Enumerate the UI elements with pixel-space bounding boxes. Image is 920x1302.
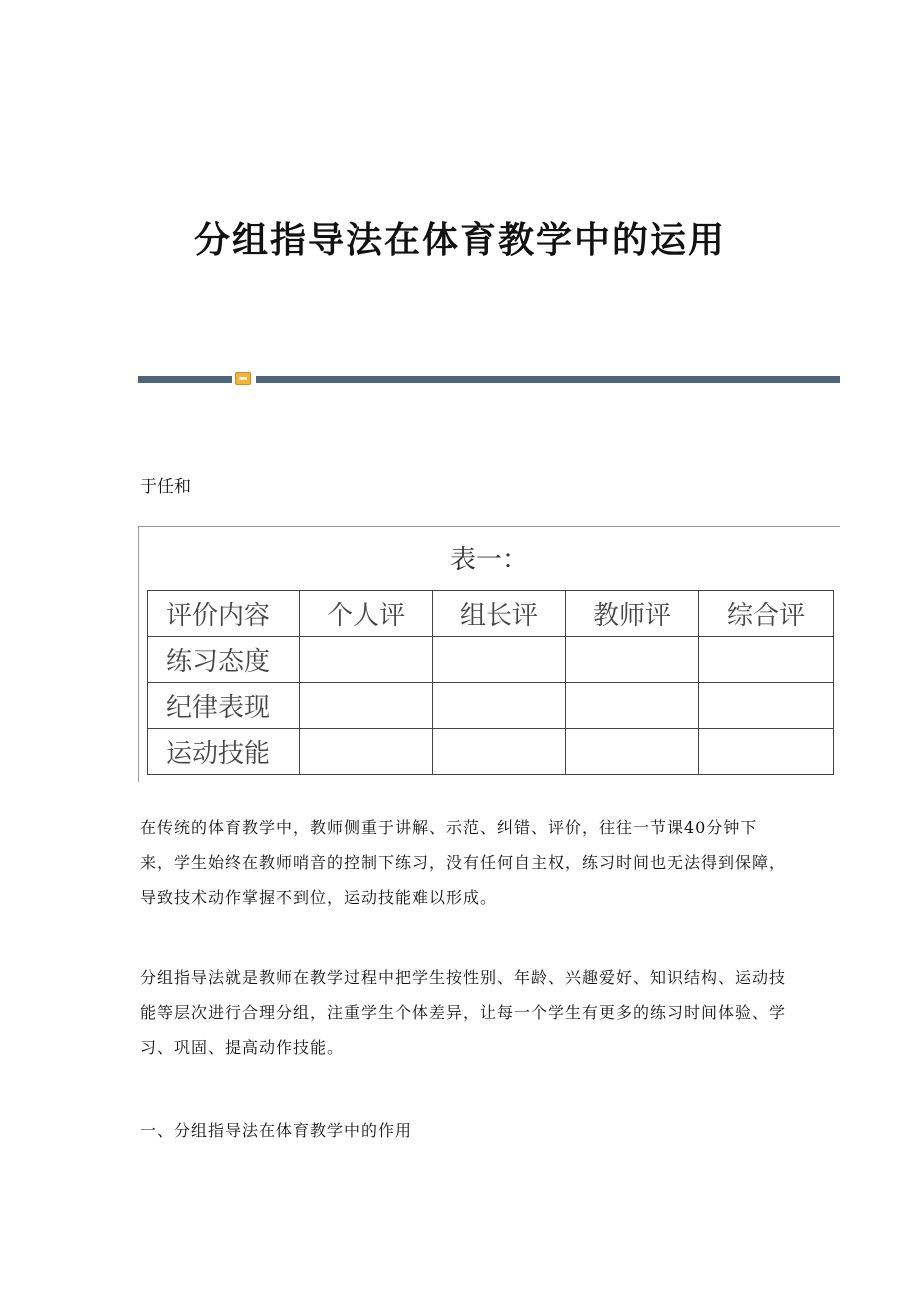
table-row-label: 纪律表现 <box>148 683 300 729</box>
table-row-label: 练习态度 <box>148 637 300 683</box>
table-cell <box>433 637 566 683</box>
divider-emblem-icon <box>235 372 251 385</box>
table-cell <box>300 637 433 683</box>
table-header-cell: 综合评 <box>699 591 834 637</box>
title-divider <box>138 372 840 386</box>
paragraph-group-guidance-definition: 分组指导法就是教师在教学过程中把学生按性别、年龄、兴趣爱好、知识结构、运动技能等层次进行合理分组，注重学生个体差异，让每一个学生有更多的练习时间体验、学习、巩固、提高动作技能。 <box>140 968 787 1057</box>
table-cell <box>699 683 834 729</box>
table-header-cell: 评价内容 <box>148 591 300 637</box>
evaluation-table-image <box>138 526 840 782</box>
table-caption: 表一： <box>449 545 528 575</box>
author-name: 于任和 <box>140 477 191 497</box>
table-row-label: 运动技能 <box>148 729 300 775</box>
section-heading: 一、分组指导法在体育教学中的作用 <box>140 1121 413 1140</box>
table-row <box>148 637 834 683</box>
table-cell <box>433 729 566 775</box>
evaluation-table <box>147 590 834 775</box>
table-cell <box>699 637 834 683</box>
table-cell <box>566 637 699 683</box>
table-cell <box>566 683 699 729</box>
table-header-cell: 组长评 <box>433 591 566 637</box>
page-title: 分组指导法在体育教学中的运用 <box>193 220 726 261</box>
table-header-row <box>148 591 834 637</box>
paragraph-traditional-teaching: 在传统的体育教学中，教师侧重于讲解、示范、纠错、评价，往往一节课40分钟下来，学生始终在教师哨音的控制下练习，没有任何自主权，练习时间也无法得到保障，导致技术动作掌握不到位，运动技能难以形成。 <box>140 818 787 907</box>
table-row <box>148 729 834 775</box>
divider-bar-left <box>138 376 232 383</box>
table-header-cell: 个人评 <box>300 591 433 637</box>
table-header-cell: 教师评 <box>566 591 699 637</box>
table-cell <box>699 729 834 775</box>
divider-bar-right <box>256 376 840 383</box>
table-cell <box>300 683 433 729</box>
table-cell <box>433 683 566 729</box>
table-cell <box>566 729 699 775</box>
table-cell <box>300 729 433 775</box>
table-row <box>148 683 834 729</box>
